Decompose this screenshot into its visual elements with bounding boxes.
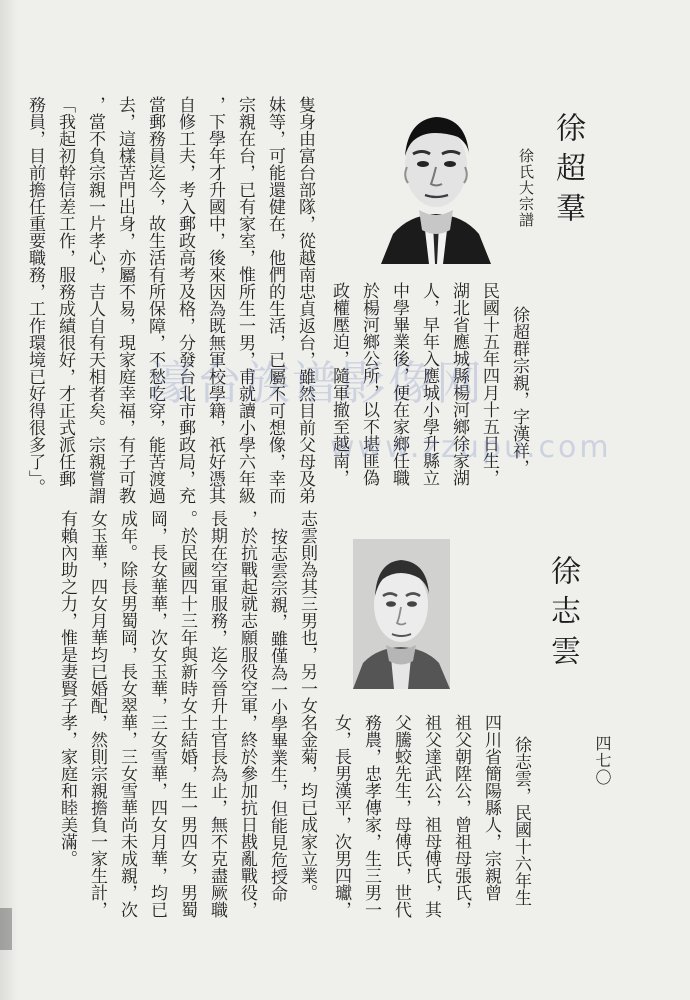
entry1-text-col-15: ，當不負宗親一片孝心，吉人自有天相者矣。宗親嘗謂: [85, 96, 105, 504]
entry2-text-col-11: 長期在空軍服務，迄今晉升士官長為止，無不克盡厥職: [207, 510, 227, 918]
entry2-text-col-9: 按志雲宗親，雖僅為一小學畢業生，但能見危授命: [267, 528, 287, 902]
entry2-title: 徐志雲: [545, 555, 580, 675]
entry1-text-col-16: 「我起初幹信差工作，服務成績很好，才正式派任郵: [55, 96, 75, 487]
entry2-text-col-3: 祖父朝陞公，曾祖母張氏，: [451, 714, 471, 918]
entry1-text-col-1: 徐超群宗親，字漢祥，: [509, 306, 529, 476]
entry1-text-col-13: 當郵務員迄今，故生活有所保障，不愁吃穿，能苦渡過: [145, 96, 165, 504]
portrait-xu-zhiyun: [353, 539, 450, 689]
entry2-text-col-8: 志雲則為其三男也，另一女名金菊，均已成家立業。: [297, 510, 317, 901]
entry1-text-col-10: 宗親在台，已有家室，惟所生一男，甫就讀小學六年級: [235, 96, 255, 504]
entry2-text-col-13: 岡，長女華華，次女玉華，三女雪華，四女月華，均已: [147, 510, 167, 918]
entry2-text-col-14: 成年。除長男蜀岡，長女翠華，三女雪華尚未成親，次: [117, 510, 137, 918]
entry1-text-col-5: 中學畢業後，便在家鄉任職: [389, 282, 409, 486]
entry2-text-col-2: 四川省簡陽縣人，宗親曾: [481, 714, 501, 901]
watermark-text-english: www.zzupu.com: [330, 430, 612, 465]
entry1-title: 徐超羣: [550, 112, 585, 232]
entry2-text-col-1: 徐志雲，民國十六年生: [511, 736, 531, 906]
entry1-subtitle: 徐氏大宗譜: [517, 148, 535, 228]
entry1-text-col-6: 於楊河鄉公所，以不堪匪偽: [359, 282, 379, 486]
entry2-text-col-6: 務農，忠孝傳家，生三男一: [361, 714, 381, 918]
portrait-xu-chaoqun: [373, 98, 499, 264]
entry1-text-col-17: 務員，目前擔任重要職務，工作環境已好得很多了」。: [25, 96, 45, 496]
entry2-text-col-4: 祖父達武公，祖母傅氏，其: [421, 714, 441, 918]
entry1-text-col-2: 民國十五年四月十五日生，: [479, 282, 499, 486]
entry1-text-col-4: 人，早年入應城小學升縣立: [419, 282, 439, 486]
page-number: 四七〇: [593, 735, 612, 786]
entry1-text-col-12: 自修工夫，考入郵政高考及格，分發台北市郵政局，充: [175, 96, 195, 504]
entry2-text-col-5: 父騰蛟先生，母傅氏，世代: [391, 714, 411, 918]
entry2-text-col-7: 女，長男漢平，次男四瓛，: [331, 714, 351, 918]
entry1-text-col-11: ，下學年才升國中，後來因為既無軍校學籍，祇好憑其: [205, 96, 225, 504]
entry1-text-col-8: 隻身由富台部隊，從越南忠貞返台，雖然目前父母及弟: [295, 96, 315, 504]
watermark-text-chinese: 濠台族谱影像网: [148, 356, 484, 410]
entry1-text-col-3: 湖北省應城縣楊河鄉徐家湖: [449, 282, 469, 486]
entry1-text-col-7: 政權壓迫，隨軍撤至越南，: [329, 282, 349, 486]
entry2-text-col-16: 有賴內助之力，惟是妻賢子孝，家庭和睦美滿。: [57, 510, 77, 867]
binding-mark: [0, 908, 12, 950]
entry1-text-col-14: 去，這樣苦門出身，亦屬不易，現家庭幸福，有子可教: [115, 96, 135, 504]
entry1-text-col-9: 妹等，可能還健在，他們的生活，已屬不可想像，幸而: [265, 96, 285, 504]
entry2-text-col-10: ，於抗戰起就志願服役空軍，終於參加抗日戡亂戰役，: [237, 510, 257, 918]
entry2-text-col-15: 女玉華，四女月華均已婚配，然則宗親擔負一家生計，: [87, 510, 107, 918]
entry2-text-col-12: 。於民國四十三年與新時女士結婚，生一男四女，男蜀: [177, 510, 197, 918]
